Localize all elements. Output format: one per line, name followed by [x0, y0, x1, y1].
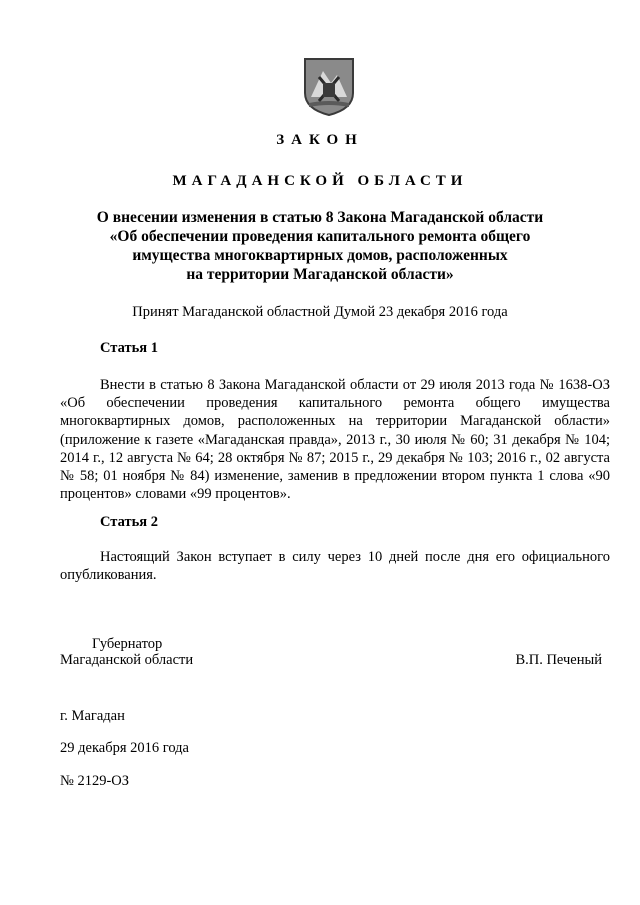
heading-line: имущества многоквартирных домов, расположенных [132, 247, 508, 264]
article-1-title: Статья 1 [100, 340, 158, 356]
document-region-title: МАГАДАНСКОЙ ОБЛАСТИ [172, 173, 468, 189]
heading-line: О внесении изменения в статью 8 Закона Магаданской области [96, 209, 544, 226]
signatory-region: Магаданской области [60, 652, 194, 668]
document-type-title: ЗАКОН [276, 132, 364, 148]
adoption-note: Принят Магаданской областной Думой 23 декабря 2016 года [132, 304, 508, 320]
article-2-title: Статья 2 [100, 514, 158, 530]
article-1-text: Внести в статью 8 Закона Магаданской области от 29 июля 2013 года № 1638-ОЗ «Об обеспечении проведения капитального ремонта общего имущества многоквартирных домов, расположенных на территории Магаданской области» (приложение к газете «Магаданская правда», 2013 г., 30 июля № 60; 31 декабря № 104; 2014 г., 12 августа № 64; 28 октября № 87; 2015 г., 29 декабря № 103; 2016 г., 02 августа № 58; 01 ноября № 84) изменение, заменив в предложении втором пункта 1 слова «90 процентов» словами «99 процентов». [60, 377, 610, 503]
article-2-text: Настоящий Закон вступает в силу через 10 дней после дня его официального опубликования. [60, 549, 610, 584]
heading-line: «Об обеспечении проведения капитального ремонта общего [109, 228, 531, 245]
heading-line: на территории Магаданской области» [186, 266, 454, 283]
signing-date: 29 декабря 2016 года [60, 740, 189, 756]
magadan-coat-of-arms-icon [301, 57, 357, 117]
signatory-position: Губернатор [92, 636, 163, 652]
signatory-name: В.П. Печеный [515, 652, 602, 668]
law-heading [60, 208, 580, 284]
signing-place: г. Магадан [60, 708, 125, 724]
law-number: № 2129-ОЗ [60, 773, 130, 789]
